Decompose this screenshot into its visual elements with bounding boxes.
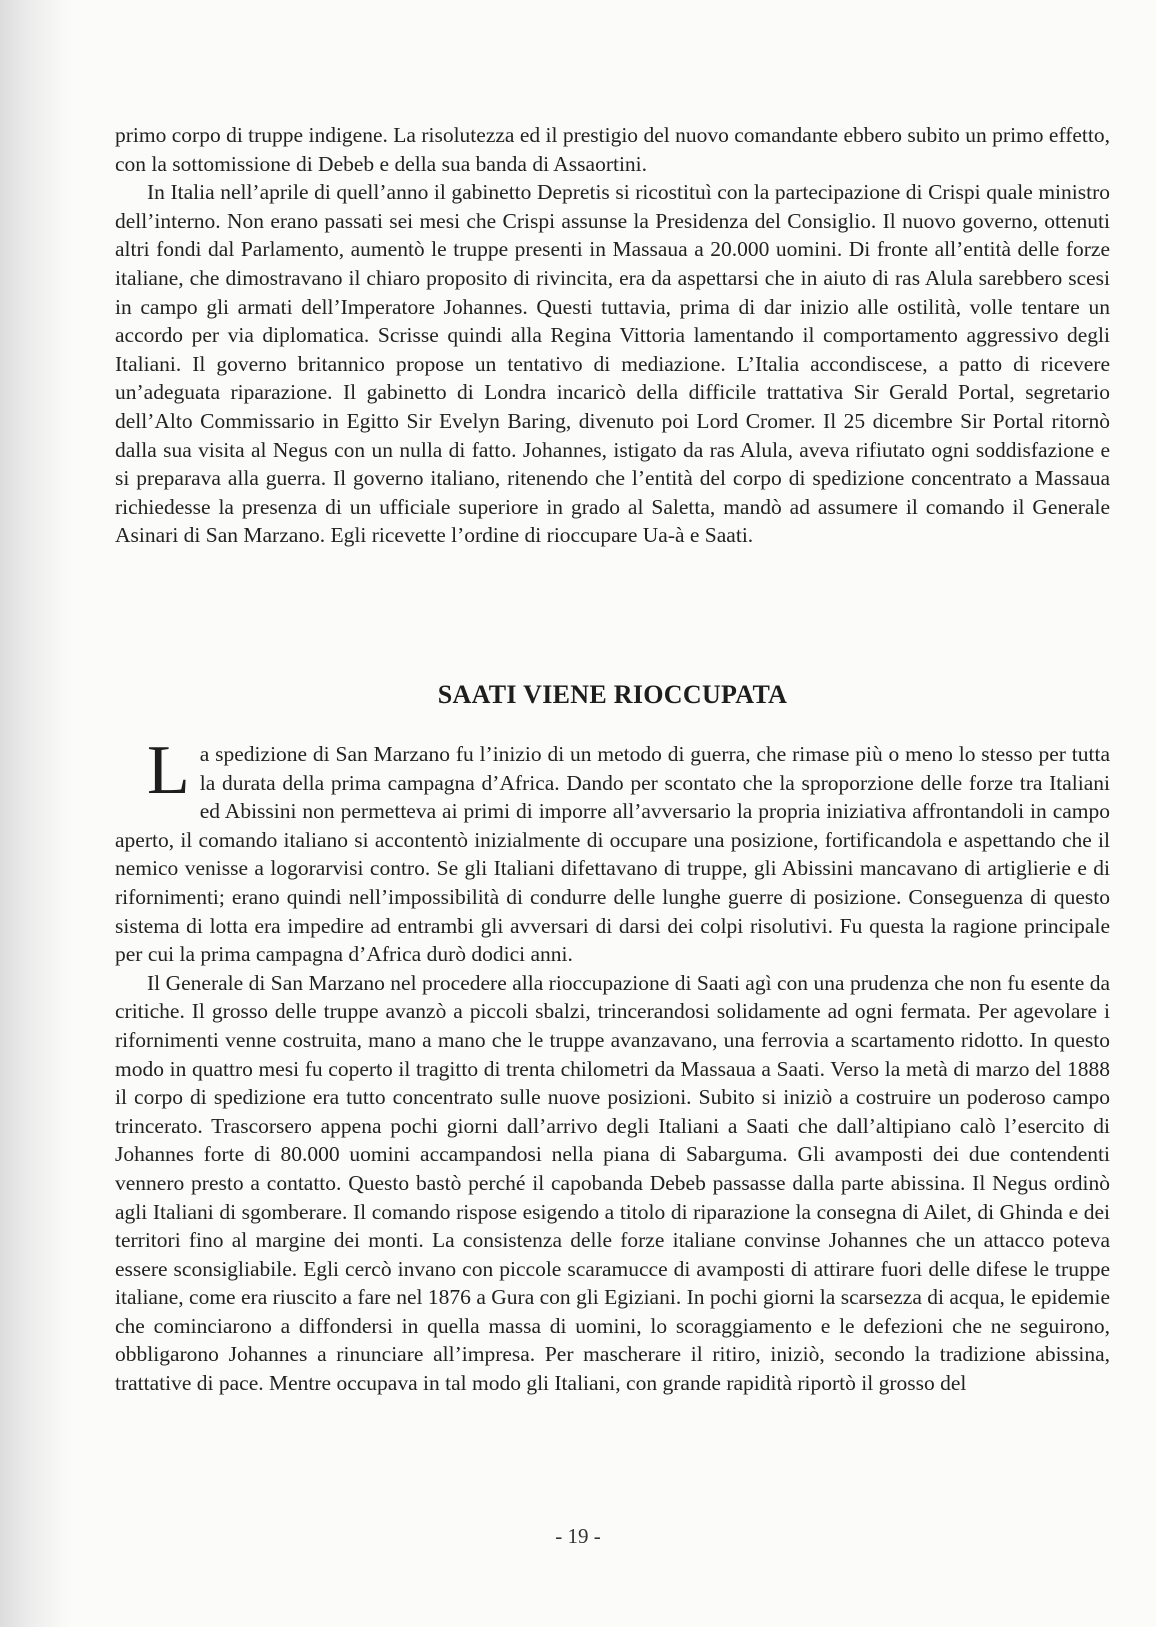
- paragraph-crispi: In Italia nell’aprile di quell’anno il gabinetto Depretis si ricostituì con la partecipazione di Crispi quale ministro dell’interno. Non erano passati sei mesi che Crispi assunse la Presidenza del Consiglio. Il nuovo governo, ottenuti altri fondi dal Parlamento, aumentò le truppe presenti in Massaua a 20.000 uomini. Di fronte all’entità delle forze italiane, che dimostravano il chiaro proposito di rivincita, era da aspettarsi che in aiuto di ras Alula sarebbero scesi in campo gli armati dell’Imperatore Johannes. Questi tuttavia, prima di dar inizio alle ostilità, volle tentare un accordo per via diplomatica. Scrisse quindi alla Regina Vittoria lamentando il comportamento aggressivo degli Italiani. Il governo britannico propose un tentativo di mediazione. L’Italia accondiscese, a patto di ricevere un’adeguata riparazione. Il gabinetto di Londra incaricò della difficile trattativa Sir Gerald Portal, segretario dell’Alto Commissario in Egitto Sir Evelyn Baring, divenuto poi Lord Cromer. Il 25 dicembre Sir Portal ritornò dalla sua visita al Negus con un nulla di fatto. Johannes, istigato da ras Alula, aveva rifiutato ogni soddisfazione e si preparava alla guerra. Il governo italiano, ritenendo che l’entità del corpo di spedizione concentrato a Massaua richiedesse la presenza di un ufficiale superiore in grado al Saletta, mandò ad assumere il comando il Generale Asinari di San Marzano. Egli ricevette l’ordine di rioccupare Ua-à e Saati.: [115, 180, 1110, 548]
- drop-cap: L: [147, 732, 190, 809]
- page-number: - 19 -: [555, 1524, 601, 1548]
- paragraph-continuation: primo corpo di truppe indigene. La risolutezza ed il prestigio del nuovo comandante ebbero subito un primo effetto, con la sottomissione di Debeb e della sua banda di Assaortini.: [115, 123, 1110, 176]
- binding-shadow: [0, 0, 70, 1627]
- opening-text-block: [115, 121, 1110, 550]
- section-text-block: [115, 732, 1110, 1398]
- section-heading: SAATI VIENE RIOCCUPATA: [437, 680, 788, 709]
- paragraph-san-marzano: Il Generale di San Marzano nel procedere alla rioccupazione di Saati agì con una prudenza che non fu esente da critiche. Il grosso delle truppe avanzò a piccoli sbalzi, trincerandosi solidamente ad ogni fermata. Per agevolare i rifornimenti venne costruita, mano a mano che le truppe avanzavano, una ferrovia a scartamento ridotto. In questo modo in quattro mesi fu coperto il tragitto di trenta chilometri da Massaua a Saati. Verso la metà di marzo del 1888 il corpo di spedizione era tutto concentrato sulle nuove posizioni. Subito si iniziò a costruire un poderoso campo trincerato. Trascorsero appena pochi giorni dall’arrivo degli Italiani a Saati che dall’altipiano calò l’esercito di Johannes forte di 80.000 uomini accampandosi nella piana di Sabarguma. Gli avamposti dei due contendenti vennero presto a contatto. Questo bastò perché il capobanda Debeb passasse dalla parte abissina. Il Negus ordinò agli Italiani di sgomberare. Il comando rispose esigendo a titolo di riparazione la consegna di Ailet, di Ghinda e dei territori fino al margine dei monti. La consistenza delle forze italiane convinse Johannes che un attacco poteva essere sconsigliabile. Egli cercò invano con piccole scaramucce di avamposti di attirare fuori delle difese le truppe italiane, come era riuscito a fare nel 1876 a Gura con gli Egiziani. In pochi giorni la scarsezza di acqua, le epidemie che cominciarono a diffondersi in quella massa di uomini, lo scoraggiamento e le defezioni che ne seguirono, obbligarono Johannes a rinunciare all’impresa. Per mascherare il ritiro, iniziò, secondo la tradizione abissina, trattative di pace. Mentre occupava in tal modo gli Italiani, con grande rapidità riportò il grosso del: [115, 970, 1110, 1396]
- paragraph-with-drop-cap: [115, 732, 1110, 969]
- paragraph-first-body: a spedizione di San Marzano fu l’inizio di un metodo di guerra, che rimase più o meno lo stesso per tutta la durata della prima campagna d’Africa. Dando per scontato che la sproporzione delle forze tra Italiani ed Abissini non permetteva ai primi di imporre all’avversario la propria iniziativa affrontandoli in campo aperto, il comando italiano si accontentò inizialmente di occupare una posizione, fortificandola e aspettando che il nemico venisse a logorarvisi contro. Se gli Italiani difettavano di truppe, gli Abissini mancavano di artiglierie e di rifornimenti; erano quindi nell’impossibilità di condurre delle lunghe guerre di posizione. Conseguenza di questo sistema di lotta era impedire ad entrambi gli avversari di darsi dei colpi risolutivi. Fu questa la ragione principale per cui la prima campagna d’Africa durò dodici anni.: [115, 742, 1110, 967]
